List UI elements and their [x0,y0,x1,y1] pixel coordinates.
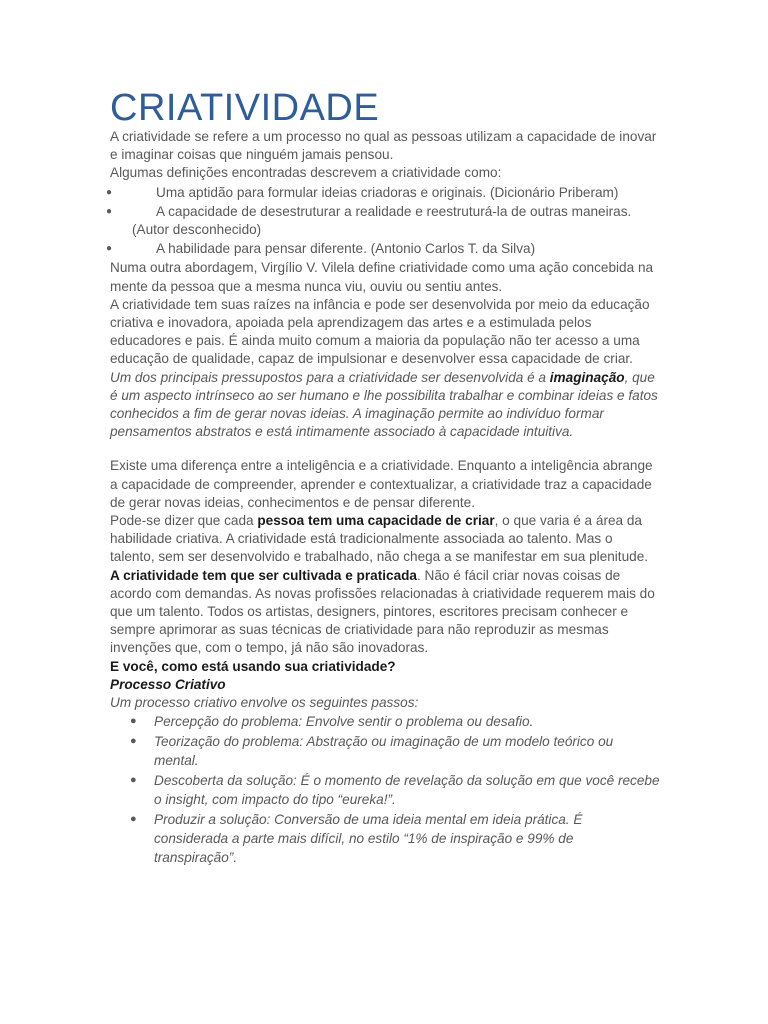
bullet-icon: ● [106,205,113,217]
paragraph-inteligencia: Existe uma diferença entre a inteligência e a criatividade. Enquanto a inteligência abrange a capacidade de compreender, aprender e contextualizar, a criatividade traz a capacidade de gerar novas ideias, conhecimentos e de pensar diferente. [110,458,653,510]
definition-text: Uma aptidão para formular ideias criadoras e originais. (Dicionário Priberam) [156,184,619,200]
document-body [106,87,660,868]
intro-paragraph: A criatividade se refere a um processo no qual as pessoas utilizam a capacidade de inovar e imaginar coisas que ninguém jamais pensou. [110,129,657,163]
page-title: CRIATIVIDADE [110,87,380,129]
step-text: Percepção do problema: Envolve sentir o problema ou desafio. [154,714,534,730]
definition-text: A capacidade de desestruturar a realidade e reestruturá-la de outras maneiras. [156,203,632,219]
step-text: Produzir a solução: Conversão de uma ideia mental em ideia prática. É considerada a parte mais difícil, no estilo “1% de inspiração e 99% de transpiração”. [154,812,583,866]
list-item [106,240,660,258]
process-title: Processo Criativo [110,676,226,692]
definition-text: A habilidade para pensar diferente. (Antonio Carlos T. da Silva) [156,241,536,257]
paragraph-imaginacao [110,369,660,442]
list-item [106,184,660,202]
paragraph-capacidade [110,512,660,567]
step-text: Descoberta da solução: É o momento de revelação da solução em que você recebe o insight, com impacto do tipo “eureka!”. [154,773,660,808]
paragraph-text: . Não é fácil criar novas coisas de acordo com demandas. As novas profissões relacionadas à criatividade requerem mais do que um talento. Todos os artistas, designers, pintores, escritores precisam conhecer e sempre aprimorar as suas técnicas de criatividade para não reproduzir as mesmas invenções que, com o tempo, já não são inovadoras. [110,567,655,656]
bullet-icon: ● [130,735,137,748]
bullet-icon: ● [106,186,113,198]
bullet-icon: ● [106,243,113,255]
steps-list [110,712,660,867]
list-item [110,810,660,867]
list-item [110,712,660,731]
paragraph-text: Pode-se dizer que cada [110,513,258,529]
bullet-icon: ● [130,813,137,826]
list-item [106,203,660,239]
paragraph-infancia: A criatividade tem suas raízes na infância e pode ser desenvolvida por meio da educação criativa e inovadora, apoiada pela aprendizagem das artes e a estimulada pelos educadores e pais. É ainda muito comum a maioria da população não ter acesso a uma educação de qualidade, capaz de impulsionar e desenvolver essa capacidade de criar. [110,296,650,367]
definition-source: (Autor desconhecido) [132,222,262,238]
paragraph-text: , o que varia é a área da habilidade criativa. A criatividade está tradicionalmente associada ao talento. Mas o talento, sem ser desenvolvido e trabalhado, não chega a se manifestar em sua plenitude. [110,513,649,565]
bold-term: pessoa tem uma capacidade de criar [257,513,495,529]
step-text: Teorização do problema: Abstração ou imaginação de um modelo teórico ou mental. [154,734,614,769]
spacer [110,441,660,457]
bold-term: A criatividade tem que ser cultivada e praticada [110,567,417,583]
bullet-icon: ● [130,774,137,787]
bullet-icon: ● [130,715,137,728]
question-heading: E você, como está usando sua criatividade? [110,658,396,674]
list-item [110,771,660,809]
list-item [110,732,660,770]
definitions-list [106,184,660,259]
paragraph-cultivada [110,567,660,658]
process-intro: Um processo criativo envolve os seguintes passos: [110,695,419,711]
paragraph-vilela: Numa outra abordagem, Virgílio V. Vilela define criatividade como uma ação concebida na mente da pessoa que a mesma nunca viu, ouviu ou sentiu antes. [110,260,654,294]
bold-term: imaginação [549,369,625,385]
paragraph-text: , que é um aspecto intrínseco ao ser humano e lhe possibilita trabalhar e combinar ideias e fatos conhecidos a fim de gerar novas ideias. A imaginação permite ao indivíduo formar pensamentos abstratos e está intimamente associado à capacidade intuitiva. [110,369,658,440]
definitions-intro: Algumas definições encontradas descrevem a criatividade como: [110,165,502,181]
paragraph-text: Um dos principais pressupostos para a criatividade ser desenvolvida é a [110,369,550,385]
